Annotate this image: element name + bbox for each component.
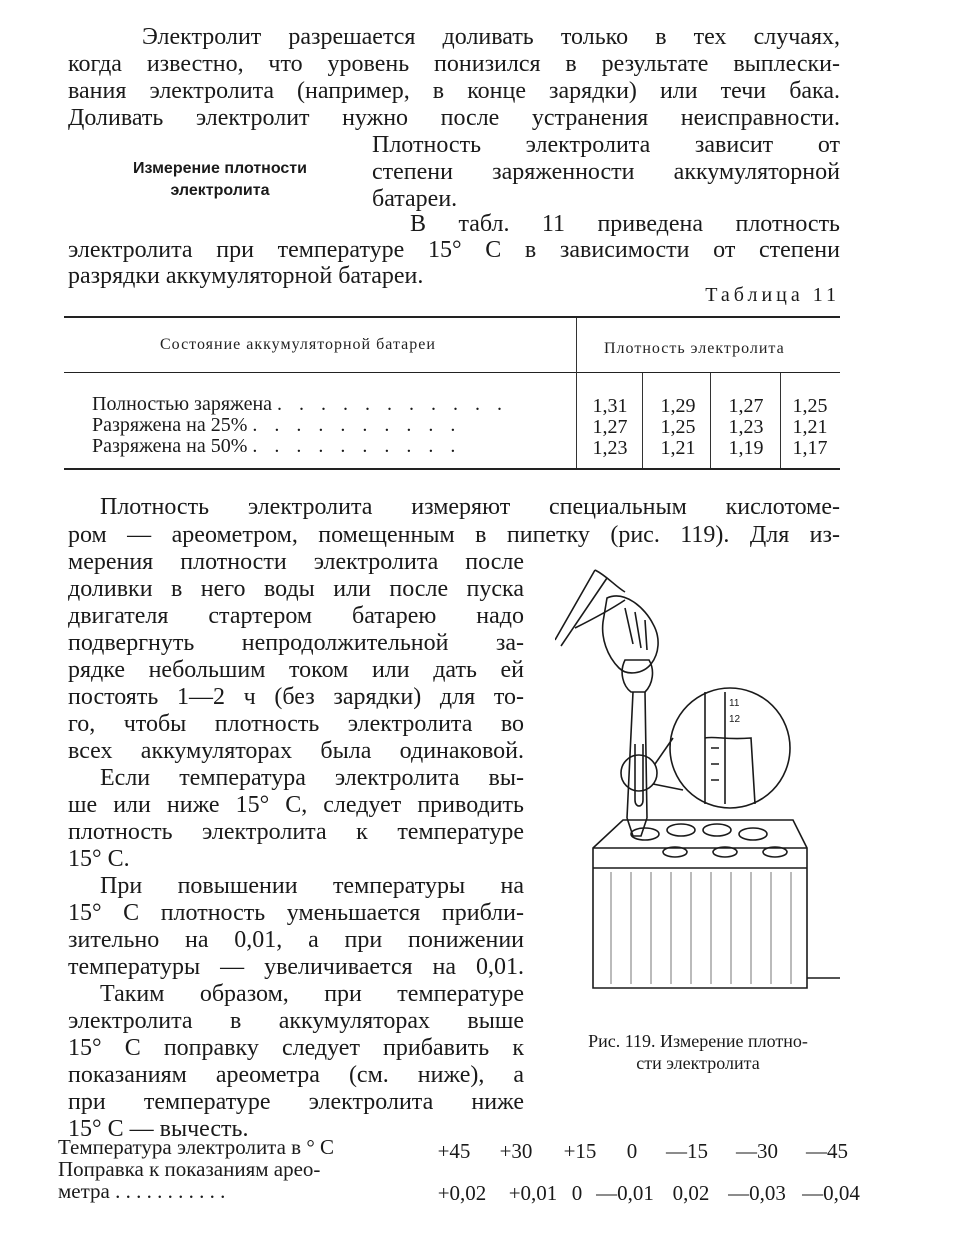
table-cell: 1,27 [728,395,764,417]
table-cell: 1,19 [728,437,764,459]
scale-mark-12: 12 [729,714,741,725]
body-left-line: доливки в него воды или после пуска [68,576,524,602]
correction-value: +0,01 [508,1181,558,1205]
body-left-line: ше или ниже 15° С, следует приводить [68,792,524,818]
table-cell: 1,23 [592,437,628,459]
scale-mark-11: 11 [729,698,740,709]
body-left-line: 15° С поправку следует прибавить к [68,1035,524,1061]
body-left-line: постоять 1—2 ч (без зарядки) для то- [68,684,524,710]
body-left-line: 15° С. [68,846,130,872]
temp-value: —30 [736,1139,778,1163]
table-header-rule [64,372,840,373]
table-cell: 1,21 [660,437,696,459]
side-line-1: Плотность электролита зависит от [372,132,840,158]
hydrometer-float [635,744,643,806]
body-left-line: показаниям ареометра (см. ниже), а [68,1062,524,1088]
correction-value: —0,03 [728,1181,786,1205]
row-leader: . . . . . . . . . . [252,435,462,457]
temp-value: +30 [499,1139,533,1163]
body-left-line: 15° С — вычесть. [68,1116,249,1142]
table-top-rule [64,316,840,318]
correction-value: 0 [571,1181,583,1205]
temp-value: —45 [806,1139,848,1163]
intro-line-2: когда известно, что уровень понизился в результате выплески- [68,51,840,77]
row-leader: . . . . . . . . . . [252,414,462,436]
table-col-divider [710,373,711,468]
correction-label-line-2: метра . . . . . . . . . . . [58,1179,226,1203]
table-header-state: Состояние аккумуляторной батареи [160,336,436,353]
body-left-line: го, чтобы плотность электролита во [68,711,524,737]
table-cell: 1,31 [592,395,628,417]
row-label: Разряжена на 25% [92,414,248,436]
figure-caption [548,1030,848,1074]
para-line-3: разрядки аккумуляторной батареи. [68,263,424,289]
body-left-line: зительно на 0,01, а при понижении [68,927,524,953]
table-caption: Таблица 11 [705,284,840,306]
table-row [92,436,461,457]
body-left-line: плотность электролита к температуре [68,819,524,845]
body-left-line: мерения плотности электролита после [68,549,524,575]
row-leader: . . . . . . . . . . . [277,393,509,415]
body-left-line: Если температура электролита вы- [100,765,524,791]
table-row [92,415,461,436]
battery-caps [631,824,787,857]
battery-case [593,820,807,988]
pipette-tube [627,692,647,836]
table-row [92,394,508,415]
temp-value: 0 [626,1139,638,1163]
body-left-line: электролита в аккумуляторах выше [68,1008,524,1034]
row-label: Разряжена на 50% [92,435,248,457]
body-left-line: Таким образом, при температуре [100,981,524,1007]
intro-line-1: Электролит разрешается доливать только в тех случаях, [142,24,840,50]
zoom-marker [621,755,657,791]
correction-value: —0,04 [802,1181,860,1205]
temperature-values [424,1140,862,1162]
intro-line-4: Доливать электролит нужно после устранения неисправности. [68,105,840,131]
body-left-line: температуры — увеличивается на 0,01. [68,954,524,980]
body-left-line: 15° С плотность уменьшается прибли- [68,900,524,926]
figure-caption-line-2: сти электролита [636,1053,760,1073]
arm-sleeve [555,570,625,646]
side-line-2: степени заряженности аккумуляторной [372,159,840,185]
body-line-2: ром — ареометром, помещенным в пипетку (рис. 119). Для из- [68,522,840,548]
section-heading-line-2: электролита [170,182,270,199]
temp-value: +45 [437,1139,471,1163]
correction-value: 0,02 [672,1181,710,1205]
correction-values [424,1182,868,1204]
rubber-bulb [622,660,652,692]
body-left-line: подвергнуть непродолжительной за- [68,630,524,656]
table-cell: 1,21 [792,416,828,438]
temp-label: Температура электролита в ° С [58,1135,335,1159]
para-line-1: В табл. 11 приведена плотность [410,211,840,237]
intro-line-3: вания электролита (например, в конце зарядки) или течи бака. [68,78,840,104]
table-bottom-rule [64,468,840,470]
correction-label-line-1: Поправка к показаниям арео- [58,1157,321,1181]
table-col-divider [642,373,643,468]
temp-value: —15 [666,1139,708,1163]
table-cell: 1,17 [792,437,828,459]
table-cell: 1,29 [660,395,696,417]
table-cell: 1,23 [728,416,764,438]
table-cell: 1,25 [792,395,828,417]
body-left-line: При повышении температуры на [100,873,524,899]
table-header-density: Плотность электролита [604,340,785,357]
section-heading [100,158,340,202]
body-left-line: двигателя стартером батарею надо [68,603,524,629]
correction-value: —0,01 [596,1181,654,1205]
case-hatching [611,872,791,984]
correction-value: +0,02 [437,1181,487,1205]
table-col-divider [576,318,577,468]
table-cell: 1,27 [592,416,628,438]
body-line-1: Плотность электролита измеряют специальным кислотоме- [100,494,840,520]
body-left-line: при температуре электролита ниже [68,1089,524,1115]
para-line-2: электролита при температуре 15° С в зависимости от степени [68,237,840,263]
side-line-3: батареи. [372,186,458,212]
row-label: Полностью заряжена [92,393,273,415]
table-cell: 1,25 [660,416,696,438]
temp-value: +15 [563,1139,597,1163]
hydrometer-illustration [555,568,840,1023]
body-left-line: рядке небольшим током или дать ей [68,657,524,683]
density-table [64,316,840,470]
section-heading-line-1: Измерение плотности [133,160,307,177]
body-left-line: всех аккумуляторах была одинаковой. [68,738,524,764]
figure-caption-line-1: Рис. 119. Измерение плотно- [588,1031,808,1051]
